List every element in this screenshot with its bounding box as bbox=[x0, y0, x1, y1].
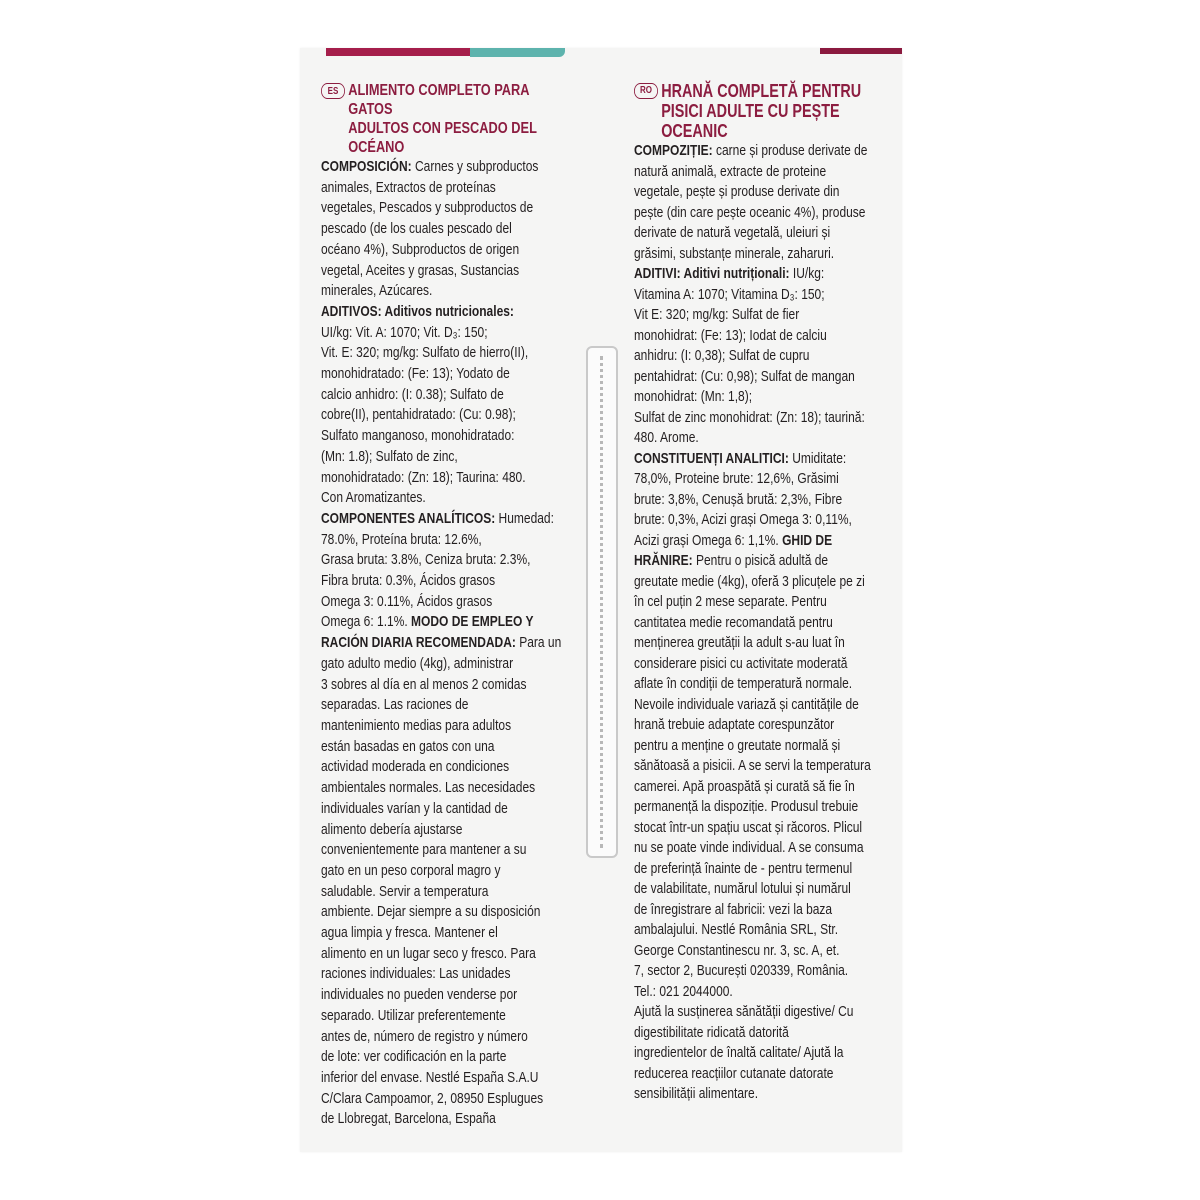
romanian-body-text bbox=[634, 141, 886, 1105]
romanian-title-text: HRANĂ COMPLETĂ PENTRU PISICI ADULTE CU PEȘTE OCEANIC bbox=[661, 81, 862, 141]
romanian-label-column bbox=[634, 81, 886, 1105]
perforation-dashes bbox=[600, 356, 603, 848]
package-back-panel bbox=[300, 48, 902, 1152]
composition-text: carne și produse derivate de natură animală, extracte de proteine vegetale, pește și produse derivate din pește (din care pește oceanic 4%), produse derivate de natură vegetală, uleiuri și grăsimi, substanțe minerale, zaharuri. bbox=[634, 142, 868, 262]
additives-label: ADITIVI: Aditivi nutriționali: bbox=[634, 265, 790, 282]
top-color-band-dark-red bbox=[820, 48, 902, 54]
composition-label: COMPOZIȚIE: bbox=[634, 142, 713, 159]
spanish-title bbox=[321, 81, 569, 157]
top-color-band-red bbox=[326, 48, 476, 56]
analytical-label: CONSTITUENȚI ANALITICI: bbox=[634, 449, 789, 467]
analytical-text: Humedad: 78.0%, Proteína bruta: 12.6%, Grasa bruta: 3.8%, Ceniza bruta: 2.3%, Fibra bruta: 0.3%, Ácidos grasos Omega 3: 0.11%, Ácidos grasos Omega 6: 1.1%. bbox=[321, 509, 554, 631]
analytical-label: COMPONENTES ANALÍTICOS: bbox=[321, 509, 496, 527]
usage-label: GHID DE HRĂNIRE: bbox=[634, 531, 833, 569]
spanish-title-text: ALIMENTO COMPLETO PARA GATOS ADULTOS CON PESCADO DEL OCÉANO bbox=[348, 82, 537, 156]
additives-label: ADITIVOS: Aditivos nutricionales: bbox=[321, 302, 514, 320]
language-badge-es: ES bbox=[321, 83, 345, 99]
spanish-body-text bbox=[321, 157, 573, 1130]
additives-text: IU/kg: Vitamina A: 1070; Vitamina D₃: 150; Vit E: 320; mg/kg: Sulfat de fier monohidrat: (Fe: 13); Iodat de calciu anhidru: (I: 0,38); Sulfat de cupru pentahidrat: (Cu: 0,98); Sulfat de mangan monohidrat: (Mn: 1,8); Sulfat de zinc monohidrat: (Zn: 18); taurină: 480. Arome. bbox=[634, 265, 865, 446]
additives-text: UI/kg: Vit. A: 1070; Vit. D₃: 150; Vit. E: 320; mg/kg: Sulfato de hierro(II), monohidratado: (Fe: 13); Yodato de calcio anhidro: (I: 0.38); Sulfato de cobre(II), pentahidratado: (Cu: 0.98); Sulfato manganoso, monohidratado: (Mn: 1.8); Sulfato de zinc, monohidratado: (Zn: 18); Taurina: 480. Con Aromatizantes. bbox=[321, 323, 529, 507]
composition-text: Carnes y subproductos animales, Extractos de proteínas vegetales, Pescados y subproductos de pescado (de los cuales pescado del océano 4%), Subproductos de origen vegetal, Aceites y grasas, Sustancias minerales, Azúcares. bbox=[321, 158, 539, 300]
analytical-text: Umiditate: 78,0%, Proteine brute: 12,6%, Grăsimi brute: 3,8%, Cenușă brută: 2,3%, Fibre brute: 0,3%, Acizi grași Omega 3: 0,11%, Acizi grași Omega 6: 1,1%. bbox=[634, 449, 852, 549]
language-badge-ro: RO bbox=[634, 83, 658, 99]
perforation-divider bbox=[586, 346, 618, 858]
spanish-label-column bbox=[321, 81, 573, 1130]
usage-text: Pentru o pisică adultă de greutate medie (4kg), oferă 3 plicuțele pe zi în cel puțin 2 mese separate. Pentru cantitatea medie recomandată pentru menținerea greutății la adult s-au luat în considerare pisici cu activitate moderată aflate în condiții de temperatură normale. Nevoile individuale variază și cantitățile de hrană trebuie adaptate corespunzător pentru a menține o greutate normală și sănătoasă a pisicii. A se servi la temperatura camerei. Apă proaspătă și curată să fie în permanență la dispoziție. Produsul trebuie stocat într-un spațiu uscat și răcoros. Plicul nu se poate vinde individual. A se consuma de preferință înainte de - pentru termenul de valabilitate, numărul lotului și numărul de înregistrare al fabricii: vezi la baza ambalajului. Nestlé România SRL, Str. George Constantinescu nr. 3, sc. A, et. 7, sector 2, București 020339, România. Tel.: 021 2044000. Ajută la susținerea sănătății digestive/ Cu digestibilitate ridicată datorită ingredientelor de înaltă calitate/ Ajută la reducerea reacțiilor cutanate datorate sensibilității alimentare. bbox=[634, 552, 871, 1102]
composition-label: COMPOSICIÓN: bbox=[321, 158, 412, 175]
usage-text: Para un gato adulto medio (4kg), administrar 3 sobres al día en al menos 2 comidas separadas. Las raciones de mantenimiento medias para adultos están basadas en gatos con una actividad moderada en condiciones ambientales normales. Las necesidades individuales varían y la cantidad de alimento debería ajustarse convenientemente para mantener a su gato en un peso corporal magro y saludable. Servir a temperatura ambiente. Dejar siempre a su disposición agua limpia y fresca. Mantener el alimento en un lugar seco y fresco. Para raciones individuales: Las unidades individuales no pueden venderse por separado. Utilizar preferentemente antes de, número de registro y número de lote: ver codificación en la parte inferior del envase. Nestlé España S.A.U C/Clara Campoamor, 2, 08950 Esplugues de Llobregat, Barcelona, España bbox=[321, 634, 562, 1128]
top-color-band-teal bbox=[470, 48, 565, 57]
usage-label: MODO DE EMPLEO Y RACIÓN DIARIA RECOMENDADA: bbox=[321, 613, 534, 652]
romanian-title bbox=[634, 81, 882, 141]
